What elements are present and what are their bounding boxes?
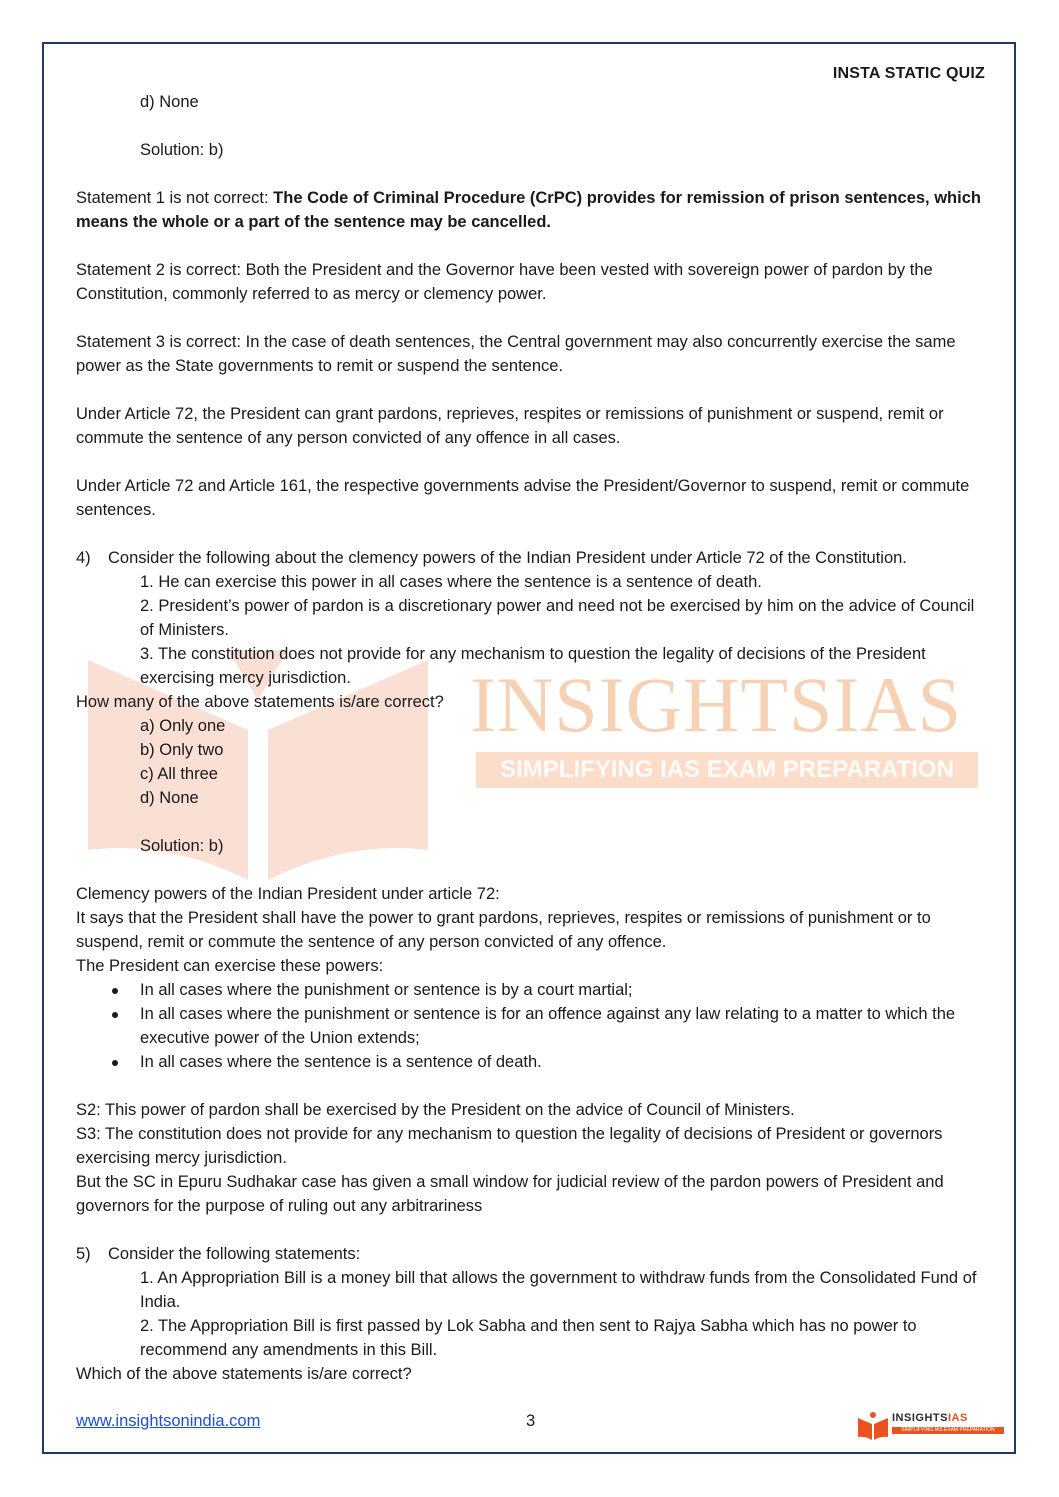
bullet-icon (112, 988, 118, 994)
bullet-text: In all cases where the sentence is a sentence of death. (140, 1053, 542, 1071)
page-number: 3 (526, 1412, 536, 1430)
statement-2-explanation: Statement 2 is correct: Both the President and the Governor have been vested with sovereign power of pardon by the Constitution, commonly referred to as mercy or clemency power. (76, 261, 933, 303)
q5-statement: 1. An Appropriation Bill is a money bill that allows the government to withdraw funds from the Consolidated Fund of India. (140, 1269, 977, 1311)
q4-prompt: How many of the above statements is/are correct? (76, 693, 444, 711)
bullet-icon (112, 1060, 118, 1066)
bullet-text: In all cases where the punishment or sentence is for an offence against any law relating to a matter to which the executive power of the Union extends; (140, 1005, 956, 1047)
question-4-text: Consider the following about the clemency powers of the Indian President under Article 72 of the Constitution. (108, 549, 907, 567)
statement-1-bold: The Code of Criminal Procedure (CrPC) provides for remission of prison sentences, which means the whole or a part of the sentence may be cancelled. (76, 189, 981, 231)
q4-explanation-body: It says that the President shall have the power to grant pardons, reprieves, respites or remissions of punishment or to suspend, remit or commute the sentence of any person convicted of any offence. (76, 909, 931, 951)
statement-1-explanation (76, 186, 988, 234)
q4-explanation-title: Clemency powers of the Indian President under article 72: (76, 885, 500, 903)
q4-sc-note: But the SC in Epuru Sudhakar case has given a small window for judicial review of the pardon powers of President and governors for the purpose of ruling out any arbitrariness (76, 1173, 944, 1215)
prev-solution: Solution: b) (140, 141, 224, 159)
q4-option: d) None (140, 789, 199, 807)
q4-explanation-lead: The President can exercise these powers: (76, 957, 384, 975)
list-item (76, 978, 988, 1002)
q4-option: a) Only one (140, 717, 226, 735)
logo-tagline: SIMPLIFYING IAS EXAM PREPARATION (901, 1427, 995, 1433)
q4-solution: Solution: b) (140, 837, 224, 855)
page-content (76, 90, 988, 1386)
logo-wordmark (892, 1412, 968, 1424)
q4-statement: 1. He can exercise this power in all cases where the sentence is a sentence of death. (140, 573, 762, 591)
q4-statement: 3. The constitution does not provide for any mechanism to question the legality of decisions of the President exercising mercy jurisdiction. (140, 645, 926, 687)
bullet-text: In all cases where the punishment or sentence is by a court martial; (140, 981, 633, 999)
question-5 (76, 1242, 988, 1266)
watermark-tagline: SIMPLIFYING IAS EXAM PREPARATION (500, 756, 954, 783)
footer-website-link[interactable]: www.insightsonindia.com (76, 1412, 261, 1430)
statement-1-prefix: Statement 1 is not correct: (76, 189, 274, 207)
q5-statement: 2. The Appropriation Bill is first passed by Lok Sabha and then sent to Rajya Sabha which has no power to recommend any amendments in this Bill. (140, 1317, 917, 1359)
statement-3-explanation: Statement 3 is correct: In the case of death sentences, the Central government may also concurrently exercise the same power as the State governments to remit or suspend the sentence. (76, 333, 956, 375)
logo-word-a: INSIGHTS (892, 1412, 948, 1424)
book-logo-icon (856, 1410, 890, 1442)
question-4-number: 4) (76, 549, 91, 567)
logo-word-b: IAS (947, 1412, 968, 1424)
q4-s2-note: S2: This power of pardon shall be exercised by the President on the advice of Council of Ministers. (76, 1101, 795, 1119)
watermark-brand: INSIGHTSIAS (470, 661, 963, 748)
bullet-icon (112, 1012, 118, 1018)
question-5-number: 5) (76, 1245, 91, 1263)
question-4 (76, 546, 988, 570)
article-161-note: Under Article 72 and Article 161, the respective governments advise the President/Governor to suspend, remit or commute sentences. (76, 477, 970, 519)
q4-option: b) Only two (140, 741, 224, 759)
q4-statement: 2. President’s power of pardon is a discretionary power and need not be exercised by him on the advice of Council of Ministers. (140, 597, 975, 639)
q4-option: c) All three (140, 765, 218, 783)
page-header-title: INSTA STATIC QUIZ (832, 65, 985, 82)
prev-option-d: d) None (140, 93, 199, 111)
question-5-text: Consider the following statements: (108, 1245, 361, 1263)
article-72-note: Under Article 72, the President can grant pardons, reprieves, respites or remissions of punishment or suspend, remit or commute the sentence of any person convicted of any offence in all cases. (76, 405, 944, 447)
list-item (76, 1002, 988, 1050)
q5-prompt: Which of the above statements is/are correct? (76, 1365, 412, 1383)
footer-logo (856, 1408, 1016, 1444)
list-item (76, 1050, 988, 1074)
q4-s3-note: S3: The constitution does not provide for any mechanism to question the legality of decisions of President or governors exercising mercy jurisdiction. (76, 1125, 943, 1167)
